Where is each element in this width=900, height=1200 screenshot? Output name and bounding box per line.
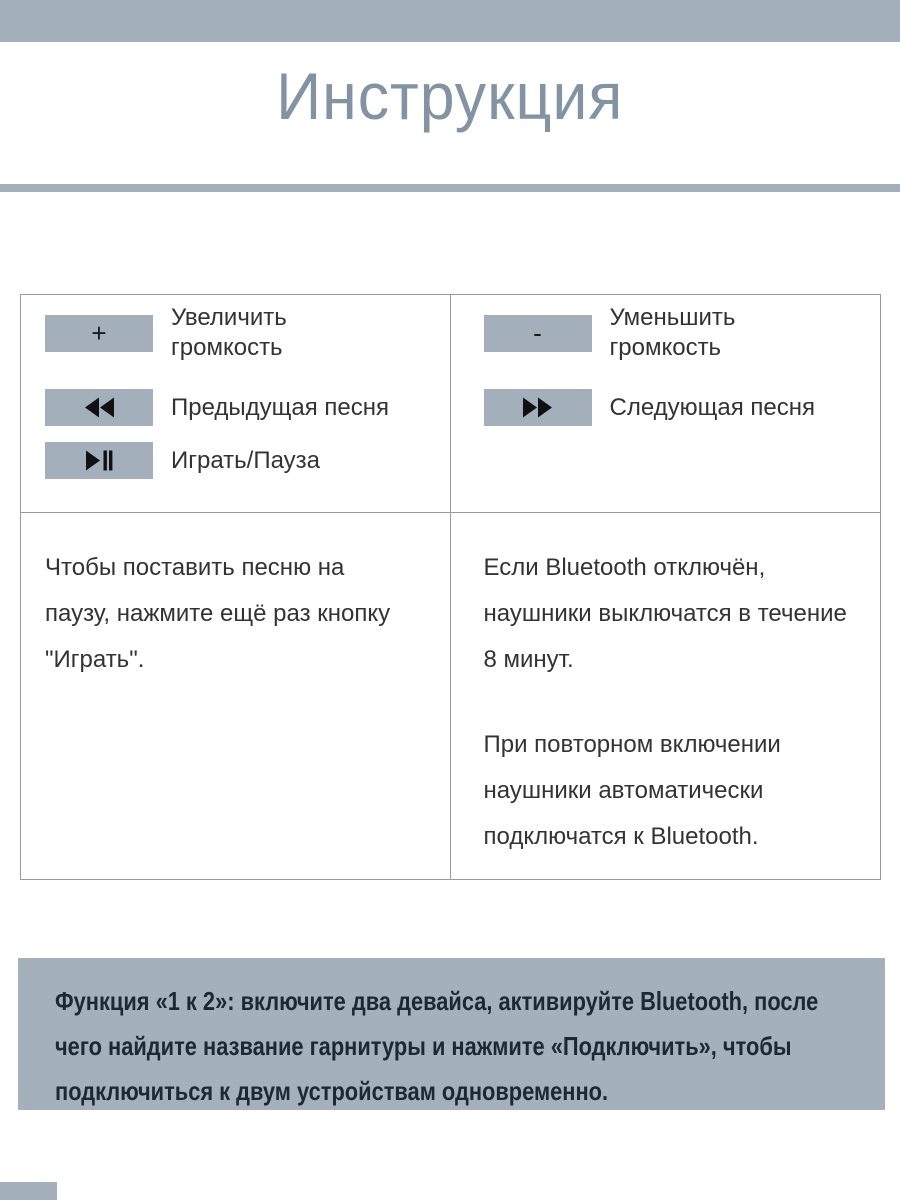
control-label: Предыдущая песня [171, 393, 390, 421]
previous-track-icon [84, 397, 115, 418]
control-label: Следующая песня [609, 393, 816, 421]
control-row-previous-track [45, 389, 440, 426]
one-to-two-feature-box [18, 958, 885, 1110]
title-divider-bar [0, 184, 900, 192]
note-line: Чтобы поставить песню на [45, 554, 345, 581]
controls-cell-right [451, 295, 881, 513]
play-pause-icon [86, 450, 113, 471]
play-pause-button[interactable] [45, 442, 153, 479]
note-line: При повторном включении [483, 731, 781, 758]
note-line: наушники выключатся в течение [483, 600, 847, 627]
note-line: 8 минут. [483, 646, 574, 673]
page-title [0, 58, 900, 134]
note-line: наушники автоматически [483, 777, 764, 804]
note-line: паузу, нажмите ещё раз кнопку [45, 600, 391, 627]
footer-line: чего найдите название гарнитуры и нажмите «Подключить», чтобы [55, 1031, 792, 1061]
controls-table [20, 294, 881, 880]
control-row-volume-up [45, 303, 440, 363]
control-row-volume-down [484, 303, 871, 363]
note-line: подключатся к Bluetooth. [483, 823, 759, 850]
one-to-two-feature-text [55, 979, 818, 1114]
note-line: Если Bluetooth отключён, [483, 554, 766, 581]
control-label: Увеличить громкость [171, 304, 287, 361]
note-reconnect-paragraph [484, 722, 861, 860]
control-label: Играть/Пауза [171, 446, 321, 474]
plus-icon: + [91, 317, 107, 348]
control-label: Уменьшить громкость [609, 304, 736, 361]
page-title-text: Инструкция [276, 59, 624, 133]
control-row-next-track [484, 389, 871, 426]
controls-cell-left [21, 295, 451, 513]
note-cell-right [451, 513, 881, 879]
volume-down-button[interactable] [484, 315, 592, 352]
minus-icon: - [533, 317, 542, 348]
control-row-play-pause [45, 442, 440, 479]
note-bluetooth-off-paragraph [484, 545, 861, 683]
footer-line: подключиться к двум устройствам одновременно. [55, 1076, 609, 1106]
volume-up-button[interactable] [45, 315, 153, 352]
top-accent-bar [0, 0, 900, 42]
next-track-icon [522, 397, 553, 418]
previous-track-button[interactable] [45, 389, 153, 426]
footer-line: Функция «1 к 2»: включите два девайса, активируйте Bluetooth, после [55, 986, 819, 1016]
next-track-button[interactable] [484, 389, 592, 426]
bottom-accent-bar [0, 1182, 57, 1200]
note-pause-paragraph [45, 545, 430, 683]
note-line: "Играть". [45, 646, 145, 673]
note-cell-left [21, 513, 451, 879]
